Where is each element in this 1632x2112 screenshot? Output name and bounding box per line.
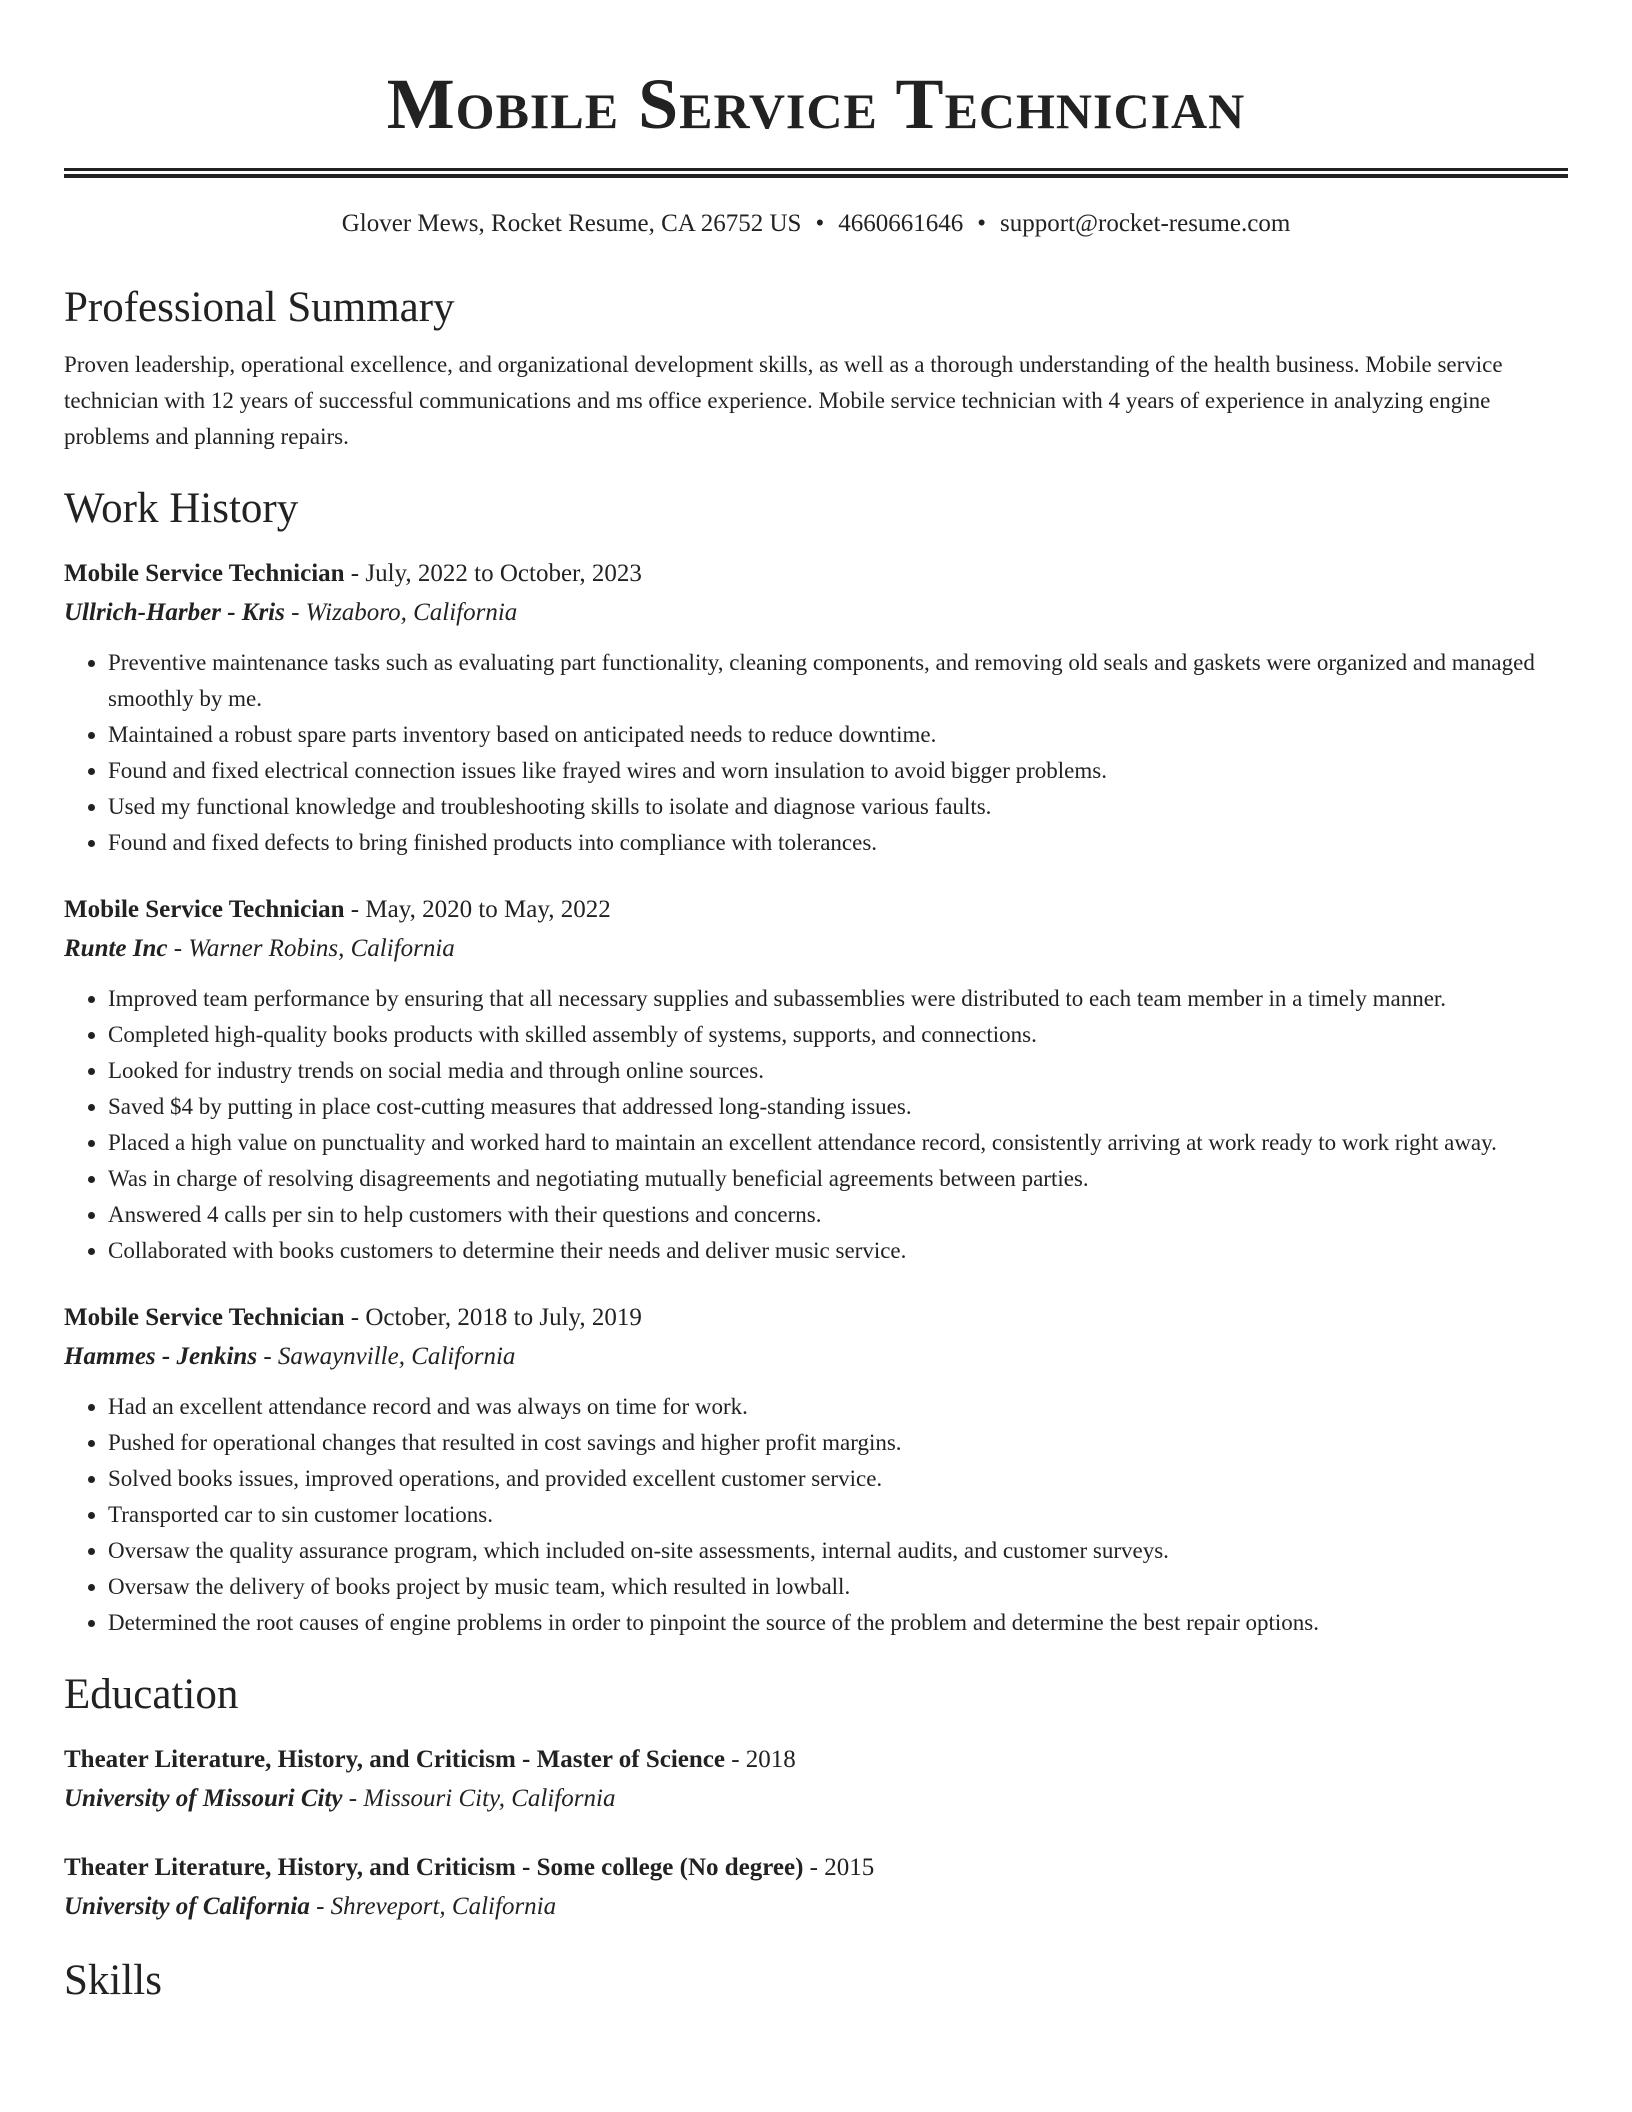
company-name: Ullrich-Harber - Kris <box>64 599 285 626</box>
work-history-heading: Work History <box>64 485 299 532</box>
job-bullets <box>64 645 1568 861</box>
list-item: • Answered 4 calls per sin to help customers with their questions and concerns. <box>108 1197 1568 1233</box>
list-item: • Transported car to sin customer locations. <box>108 1497 1568 1533</box>
job-bullets <box>64 1389 1568 1641</box>
education-entry <box>64 1741 1568 1819</box>
school-location: - Shreveport, California <box>309 1893 557 1920</box>
list-item: • Saved $4 by putting in place cost-cutting measures that addressed long-standing issues. <box>108 1089 1568 1125</box>
list-item: • Used my functional knowledge and troubleshooting skills to isolate and diagnose various faults. <box>108 789 1568 825</box>
list-item: • Maintained a robust spare parts inventory based on anticipated needs to reduce downtime. <box>108 717 1568 753</box>
list-item: • Solved books issues, improved operations, and provided excellent customer service. <box>108 1461 1568 1497</box>
job-dates: - October, 2018 to July, 2019 <box>344 1304 642 1331</box>
list-item: • Determined the root causes of engine problems in order to pinpoint the source of the problem and determine the best repair options. <box>108 1605 1568 1641</box>
summary-text: Proven leadership, operational excellence, and organizational development skills, as well as a thorough understanding of the health business. Mobile service technician with 12 years of successful communications and ms office experience. Mobile service technician with 4 years of experience in analyzing engine problems and planning repairs. <box>64 352 1503 449</box>
list-item: • Oversaw the quality assurance program, which included on-site assessments, internal audits, and customer surveys. <box>108 1533 1568 1569</box>
job-dates: - July, 2022 to October, 2023 <box>344 560 642 587</box>
company-line <box>64 929 1568 969</box>
job-title: Mobile Service Technician <box>64 1304 345 1331</box>
contact-address: Glover Mews, Rocket Resume, CA 26752 US <box>341 210 802 237</box>
job-title-line <box>64 555 1568 593</box>
list-item: • Placed a high value on punctuality and worked hard to maintain an excellent attendance record, consistently arriving at work ready to work right away. <box>108 1125 1568 1161</box>
list-item: • Pushed for operational changes that resulted in cost savings and higher profit margins. <box>108 1425 1568 1461</box>
contact-line <box>64 208 1568 240</box>
company-location: - Wizaboro, California <box>284 599 518 626</box>
title-divider <box>64 168 1568 178</box>
list-item: • Looked for industry trends on social media and through online sources. <box>108 1053 1568 1089</box>
degree-year: - 2015 <box>803 1854 875 1881</box>
list-item: • Preventive maintenance tasks such as evaluating part functionality, cleaning components, and removing old seals and gaskets were organized and managed smoothly by me. <box>108 645 1568 717</box>
job-title: Mobile Service Technician <box>64 896 345 923</box>
school-location: - Missouri City, California <box>342 1785 616 1812</box>
job-bullets <box>64 981 1568 1269</box>
school-line <box>64 1779 1568 1819</box>
list-item: • Oversaw the delivery of books project by music team, which resulted in lowball. <box>108 1569 1568 1605</box>
degree-year: - 2018 <box>724 1746 796 1773</box>
school-name: University of Missouri City <box>64 1785 343 1812</box>
company-location: - Sawaynville, California <box>257 1343 516 1370</box>
school-line <box>64 1887 1568 1927</box>
list-item: • Had an excellent attendance record and was always on time for work. <box>108 1389 1568 1425</box>
list-item: • Found and fixed defects to bring finished products into compliance with tolerances. <box>108 825 1568 861</box>
job-entry <box>64 891 1568 1269</box>
job-title-line <box>64 891 1568 929</box>
list-item: • Was in charge of resolving disagreements and negotiating mutually beneficial agreements between parties. <box>108 1161 1568 1197</box>
contact-email: support@rocket-resume.com <box>999 210 1291 237</box>
education-heading: Education <box>64 1671 239 1718</box>
skills-heading: Skills <box>64 1957 162 2004</box>
job-dates: - May, 2020 to May, 2022 <box>344 896 611 923</box>
contact-separator: • <box>815 210 825 237</box>
job-title: Mobile Service Technician <box>64 560 345 587</box>
degree-name: Theater Literature, History, and Criticism - Master of Science <box>64 1746 725 1773</box>
list-item: • Collaborated with books customers to determine their needs and deliver music service. <box>108 1233 1568 1269</box>
list-item: • Found and fixed electrical connection issues like frayed wires and worn insulation to avoid bigger problems. <box>108 753 1568 789</box>
summary-heading: Professional Summary <box>64 284 455 331</box>
school-name: University of California <box>64 1893 310 1920</box>
job-entry <box>64 1299 1568 1641</box>
company-line <box>64 1337 1568 1377</box>
company-line <box>64 593 1568 633</box>
list-item: • Completed high-quality books products with skilled assembly of systems, supports, and connections. <box>108 1017 1568 1053</box>
company-name: Hammes - Jenkins <box>64 1343 258 1370</box>
degree-line <box>64 1741 1568 1779</box>
degree-line <box>64 1849 1568 1887</box>
company-name: Runte Inc <box>64 935 168 962</box>
list-item: • Improved team performance by ensuring that all necessary supplies and subassemblies were distributed to each team member in a timely manner. <box>108 981 1568 1017</box>
job-entry <box>64 555 1568 861</box>
job-title-line <box>64 1299 1568 1337</box>
education-entry <box>64 1849 1568 1927</box>
contact-phone: 4660661646 <box>838 210 964 237</box>
company-location: - Warner Robins, California <box>167 935 455 962</box>
resume-title: Mobile Service Technician <box>386 64 1246 144</box>
degree-name: Theater Literature, History, and Criticism - Some college (No degree) <box>64 1854 804 1881</box>
contact-separator: • <box>977 210 986 237</box>
